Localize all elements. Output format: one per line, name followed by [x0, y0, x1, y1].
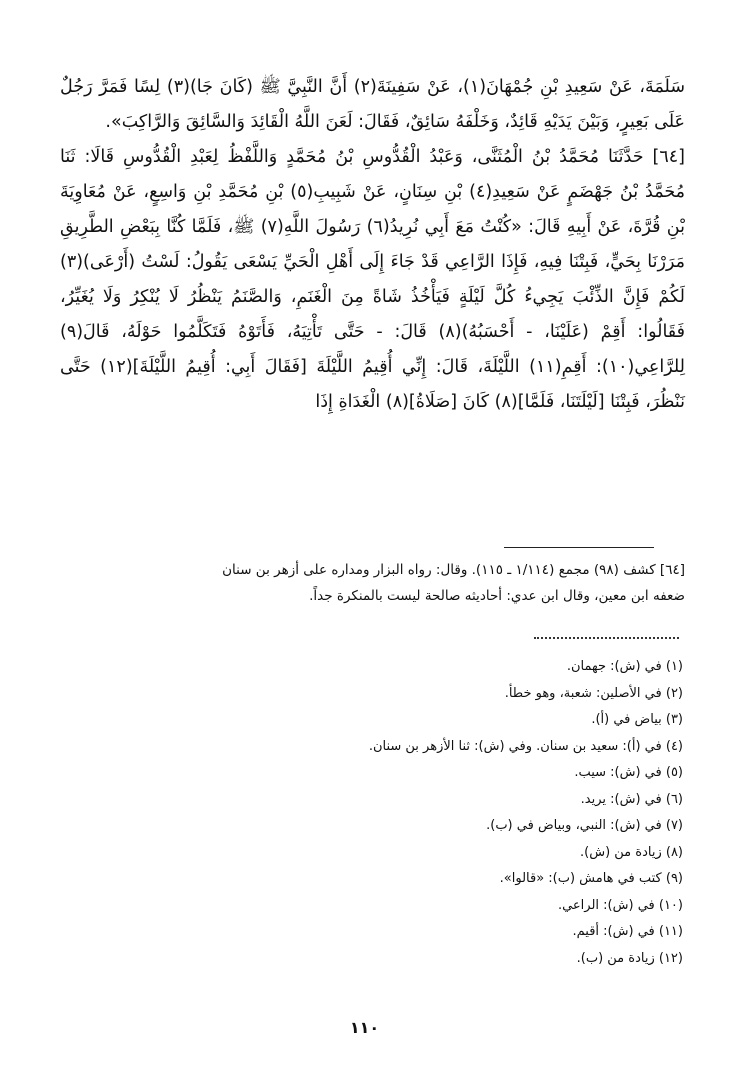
dotted-separator	[534, 637, 679, 639]
takhrij-note	[150, 557, 685, 609]
footnote-divider	[504, 547, 654, 548]
footnote-item: (٥) في (ش): سيب.	[574, 765, 683, 780]
page-number: ١١٠	[349, 1018, 380, 1037]
footnote-item: (١١) في (ش): أقيم.	[572, 924, 683, 939]
footnote-item: (١) في (ش): جهمان.	[566, 659, 683, 674]
hadith-text	[60, 70, 685, 420]
footnote-item: (٩) كتب في هامش (ب): «قالوا».	[499, 871, 683, 886]
takhrij-line: [٦٤] كشف (٩٨) مجمع (١/١١٤ ـ ١١٥). وقال: رواه البزار ومداره على أزهر بن سنان	[222, 562, 685, 578]
footnote-item: (٤) في (أ): سعيد بن سنان. وفي (ش): ثنا الأزهر بن سنان.	[368, 738, 683, 754]
takhrij-line: ضعفه ابن معين، وقال ابن عدي: أحاديثه صالحة ليست بالمنكرة جداً.	[309, 588, 685, 604]
footnotes-list	[223, 654, 683, 972]
footnote-item: (١٢) زيادة من (ب).	[576, 950, 683, 966]
footnote-item: (٢) في الأصلين: شعبة، وهو خطأ.	[504, 685, 683, 701]
hadith-paragraph-continuation: سَلَمَةَ، عَنْ سَعِيدِ بْنِ جُمْهَانَ(١)، عَنْ سَفِينَةَ(٢) أَنَّ النَّبِيَّ ﷺ (كَانَ جَا)(٣) لِسًا فَمَرَّ رَجُلٌ عَلَى بَعِيرٍ، وَبَيْنَ يَدَيْهِ قَائِدٌ، وَخَلْفَهُ سَائِقٌ، فَقَالَ: لَعَنَ اللَّهُ الْقَائِدَ وَالسَّائِقَ وَالرَّاكِبَ».	[60, 77, 686, 132]
footnote-item: (٦) في (ش): يريد.	[580, 791, 683, 807]
hadith-paragraph-64: [٦٤] حَدَّثَنَا مُحَمَّدُ بْنُ الْمُثَنَّى، وَعَبْدُ الْقُدُّوسِ بْنُ مُحَمَّدٍ وَاللَّفْظُ لِعَبْدِ الْقُدُّوسِ قَالَا: ثَنَا مُحَمَّدُ بْنُ جَهْضَمٍ عَنْ سَعِيدِ(٤) بْنِ سِنَانٍ، عَنْ شَبِيبِ(٥) بْنِ مُحَمَّدِ بْنِ وَاسِعٍ، عَنْ مُعَاوِيَةَ بْنِ قُرَّةَ، عَنْ أَبِيهِ قَالَ: «كُنْتُ مَعَ أَبِي نُرِيدُ(٦) رَسُولَ اللَّهِ(٧) ﷺ، فَلَمَّا كُنَّا بِبَعْضِ الطَّرِيقِ مَرَرْنَا بِحَيٍّ، فَبِتْنَا فِيهِ، فَإِذَا الرَّاعِي قَدْ جَاءَ إِلَى أَهْلِ الْحَيِّ يَسْعَى يَقُولُ: لَسْتُ (أَرْعَى)(٣) لَكُمْ فَإِنَّ الذِّئْبَ يَجِيءُ كُلَّ لَيْلَةٍ فَيَأْخُذُ شَاةً مِنَ الْغَنَمِ، وَالصَّنَمُ يَنْظُرُ لَا يُنْكِرُ وَلَا يُغَيِّرُ، فَقَالُوا: أَقِمْ (عَلَيْنَا، - أَحْسَبُهُ)(٨) قَالَ: - حَتَّى تَأْتِيَهُ، فَأَتَوْهُ فَتَكَلَّمُوا حَوْلَهُ، قَالَ(٩) لِلرَّاعِي(١٠): أَقِمِ(١١) اللَّيْلَةَ، قَالَ: إِنِّي أُقِيمُ اللَّيْلَةَ [فَقَالَ أَبِي: أُقِيمُ اللَّيْلَةَ](١٢) حَتَّى نَنْظُرَ، فَبِتْنَا [لَيْلَتَنَا، فَلَمَّا](٨) كَانَ [صَلَاةُ](٨) الْغَدَاةِ إِذَا	[60, 147, 685, 412]
footnote-item: (٧) في (ش): النبي، وبياض في (ب).	[486, 818, 683, 833]
footnote-item: (٨) زيادة من (ش).	[580, 844, 683, 860]
footnote-item: (١٠) في (ش): الراعي.	[557, 897, 683, 913]
footnote-item: (٣) بياض في (أ).	[591, 712, 683, 727]
